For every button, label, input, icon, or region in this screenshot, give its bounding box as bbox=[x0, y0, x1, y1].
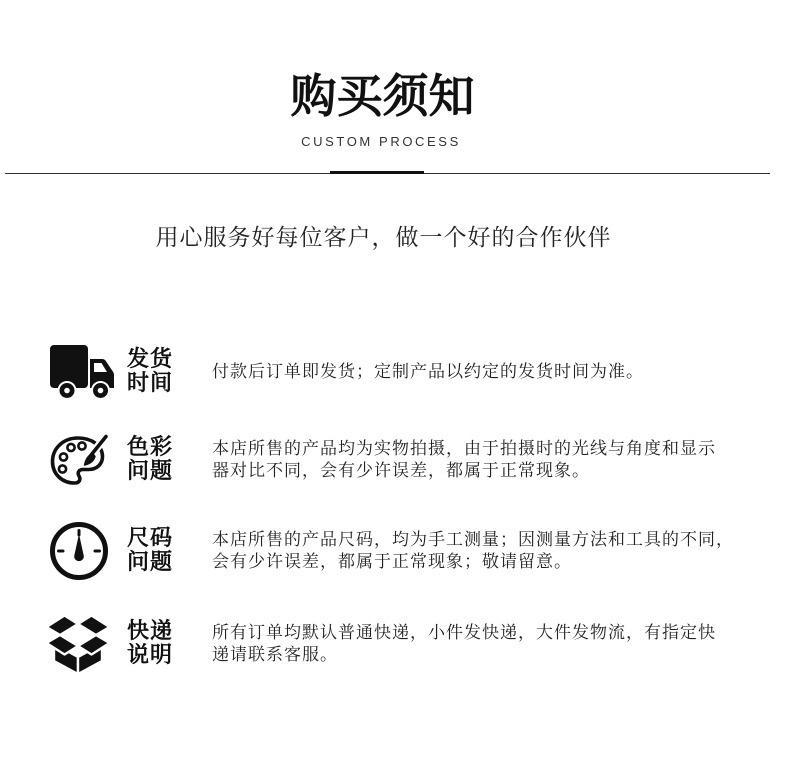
icon-cell bbox=[0, 519, 127, 583]
icon-cell bbox=[0, 428, 127, 492]
header-divider-accent bbox=[330, 171, 424, 174]
row-description-line: 本店所售的产品均为实物拍摄，由于拍摄时的光线与角度和显示 bbox=[212, 439, 716, 459]
info-row-color-issues bbox=[0, 428, 790, 492]
row-description-line: 本店所售的产品尺码，均为手工测量；因测量方法和工具的不同， bbox=[212, 530, 734, 550]
page-subtitle: CUSTOM PROCESS bbox=[301, 134, 461, 149]
row-label-line: 问题 bbox=[127, 459, 174, 484]
row-label bbox=[127, 436, 212, 484]
palette-icon bbox=[49, 433, 109, 487]
icon-cell bbox=[0, 612, 127, 676]
row-label-line: 色彩 bbox=[127, 435, 174, 460]
row-description-line: 付款后订单即发货；定制产品以约定的发货时间为准。 bbox=[212, 362, 644, 382]
info-row-express-delivery bbox=[0, 612, 790, 676]
page-title: 购买须知 bbox=[290, 69, 475, 123]
row-label-line: 说明 bbox=[127, 643, 174, 668]
icon-cell bbox=[0, 340, 127, 404]
row-description-line: 所有订单均默认普通快递，小件发快递，大件发物流，有指定快 bbox=[212, 623, 716, 643]
row-label-line: 问题 bbox=[127, 550, 174, 575]
row-label-line: 尺码 bbox=[127, 526, 174, 551]
row-label bbox=[127, 348, 212, 396]
truck-icon bbox=[49, 344, 115, 400]
row-label bbox=[127, 620, 212, 668]
row-description bbox=[212, 529, 734, 573]
box-icon bbox=[45, 613, 111, 675]
gauge-icon bbox=[49, 521, 109, 581]
tagline: 用心服务好每位客户，做一个好的合作伙伴 bbox=[155, 225, 612, 251]
row-description bbox=[212, 622, 716, 666]
info-row-size-issues bbox=[0, 519, 790, 583]
info-row-shipping-time bbox=[0, 340, 790, 404]
row-label-line: 发货 bbox=[127, 347, 174, 372]
row-description-line: 器对比不同，会有少许误差，都属于正常现象。 bbox=[212, 461, 590, 481]
row-description bbox=[212, 361, 644, 383]
row-description-line: 会有少许误差，都属于正常现象；敬请留意。 bbox=[212, 552, 572, 572]
row-description-line: 递请联系客服。 bbox=[212, 645, 338, 665]
row-description bbox=[212, 438, 716, 482]
row-label-line: 快递 bbox=[127, 619, 174, 644]
row-label-line: 时间 bbox=[127, 371, 174, 396]
row-label bbox=[127, 527, 212, 575]
